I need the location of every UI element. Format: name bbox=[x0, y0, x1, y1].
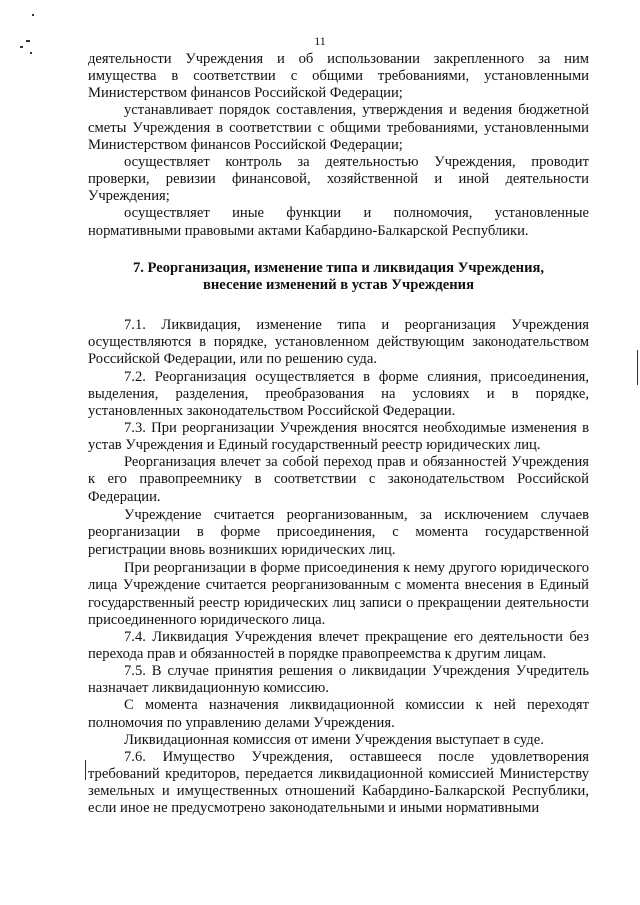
paragraph: Ликвидационная комиссия от имени Учреждения выступает в суде. bbox=[124, 731, 544, 748]
paragraph: С момента назначения ликвидационной комиссии к ней переходят полномочия по управлению делами Учреждения. bbox=[88, 697, 589, 731]
paragraph: Реорганизация влечет за собой переход прав и обязанностей Учреждения к его правопреемнику в соответствии с законодательством Российской Федерации. bbox=[88, 454, 589, 505]
paragraph: 7.6. Имущество Учреждения, оставшееся после удовлетворения требований кредиторов, передается ликвидационной комиссией Министерству земельных и имущественных отношений Кабардино-Балкарской Республики, если иное не предусмотрено законодательными и иными нормативными bbox=[88, 748, 589, 817]
paragraph: осуществляет контроль за деятельностью Учреждения, проводит проверки, ревизии финансовой, хозяйственной и иной деятельности Учреждения; bbox=[88, 153, 589, 205]
paragraph: Учреждение считается реорганизованным, за исключением случаев реорганизации в форме присоединения, с момента государственной регистрации вновь возникших юридических лиц. bbox=[88, 507, 589, 558]
paragraph: деятельности Учреждения и об использовании закрепленного за ним имущества в соответствии с общими требованиями, установленными Министерством финансов Российской Федерации; bbox=[88, 51, 589, 102]
page-number: 11 bbox=[314, 34, 326, 48]
scan-mark bbox=[30, 52, 32, 54]
paragraph: 7.5. В случае принятия решения о ликвидации Учреждения Учредитель назначает ликвидационную комиссию. bbox=[88, 663, 589, 697]
section-heading bbox=[88, 260, 589, 294]
section-heading-line: внесение изменений в устав Учреждения bbox=[203, 276, 474, 293]
scan-edge-line bbox=[637, 350, 638, 385]
paragraph: 7.3. При реорганизации Учреждения вносятся необходимые изменения в устав Учреждения и Единый государственный реестр юридических лиц. bbox=[88, 419, 589, 454]
section-heading-line: 7. Реорганизация, изменение типа и ликвидация Учреждения, bbox=[132, 259, 545, 276]
document-body bbox=[88, 51, 589, 818]
paragraph: При реорганизации в форме присоединения к нему другого юридического лица Учреждение считается реорганизованным с момента внесения в Единый государственный реестр юридических лиц записи о прекращении деятельности присоединенного юридического лица. bbox=[88, 560, 589, 628]
paragraph: 7.1. Ликвидация, изменение типа и реорганизация Учреждения осуществляются в порядке, установленном действующим законодательством Российской Федерации, или по решению суда. bbox=[88, 317, 589, 368]
paragraph: 7.2. Реорганизация осуществляется в форме слияния, присоединения, выделения, разделения, преобразования на условиях и в порядке, установленных законодательством Российской Федерации. bbox=[88, 368, 589, 419]
paragraph: устанавливает порядок составления, утверждения и ведения бюджетной сметы Учреждения в соответствии с общими требованиями, установленными Министерством финансов Российской Федерации; bbox=[88, 102, 589, 153]
scan-edge-line bbox=[85, 760, 86, 780]
scan-mark bbox=[32, 14, 34, 16]
paragraph: 7.4. Ликвидация Учреждения влечет прекращение его деятельности без перехода прав и обязанностей в порядке правопреемства к другим лицам. bbox=[88, 628, 589, 662]
paragraph: осуществляет иные функции и полномочия, установленные нормативными правовыми актами Кабардино-Балкарской Республики. bbox=[88, 205, 589, 239]
